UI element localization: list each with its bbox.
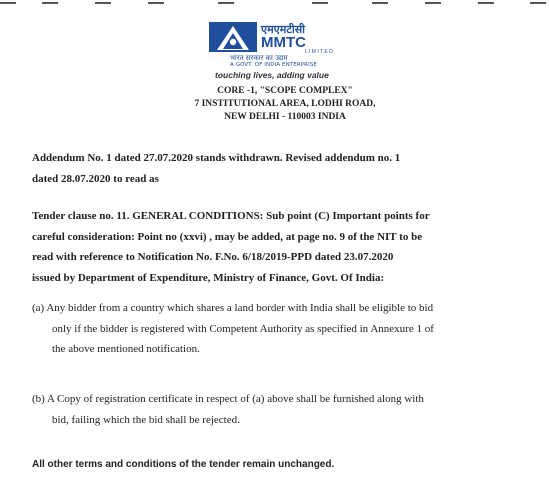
address-line-2: 7 INSTITUTIONAL AREA, LODHI ROAD,: [194, 99, 376, 109]
address-line-3: NEW DELHI - 110003 INDIA: [224, 112, 346, 122]
point-b-line: bid, failing which the bid shall be rejected.: [52, 413, 240, 426]
addendum-line: Addendum No. 1 dated 27.07.2020 stands withdrawn. Revised addendum no. 1: [32, 152, 401, 164]
addendum-line: dated 28.07.2020 to read as: [32, 172, 159, 185]
point-a-line: (a) Any bidder from a country which shares a land border with India shall be eligible to bid: [32, 302, 434, 314]
logo-hindi-text: एमएमटीसी: [261, 23, 305, 36]
company-tagline: touching lives, adding value: [215, 70, 329, 80]
addendum-paragraph: [32, 148, 514, 189]
logo-govt-enterprise: A GOVT. OF INDIA ENTERPRISE: [230, 62, 317, 68]
logo-brand-text: MMTC: [261, 34, 306, 51]
tender-clause-line: read with reference to Notification No. F.No. 6/18/2019-PPD dated 23.07.2020: [32, 251, 394, 263]
point-a-line: the above mentioned notification.: [52, 343, 200, 355]
tender-clause-line: Tender clause no. 11. GENERAL CONDITIONS: Sub point (C) Important points for: [32, 210, 430, 222]
closing-statement: All other terms and conditions of the tender remain unchanged.: [32, 459, 335, 470]
logo-limited-text: L I M I T E D: [305, 49, 333, 55]
point-a-paragraph: [32, 298, 514, 360]
point-a-line: only if the bidder is registered with Competent Authority as specified in Annexure 1 of: [52, 322, 434, 335]
tender-clause-paragraph: [32, 206, 514, 288]
top-dashed-border: [0, 0, 550, 8]
tender-clause-line: issued by Department of Expenditure, Ministry of Finance, Govt. Of India:: [32, 271, 385, 284]
tender-clause-line: careful consideration: Point no (xxvi) , may be added, at page no. 9 of the NIT to be: [32, 230, 423, 243]
logo-hindi-subtitle: भारत सरकार का उद्यम: [230, 54, 288, 62]
address-line-1: CORE -1, "SCOPE COMPLEX": [217, 86, 353, 96]
point-b-paragraph: [32, 389, 514, 430]
point-b-line: (b) A Copy of registration certificate in respect of (a) above shall be furnished along with: [32, 393, 424, 405]
